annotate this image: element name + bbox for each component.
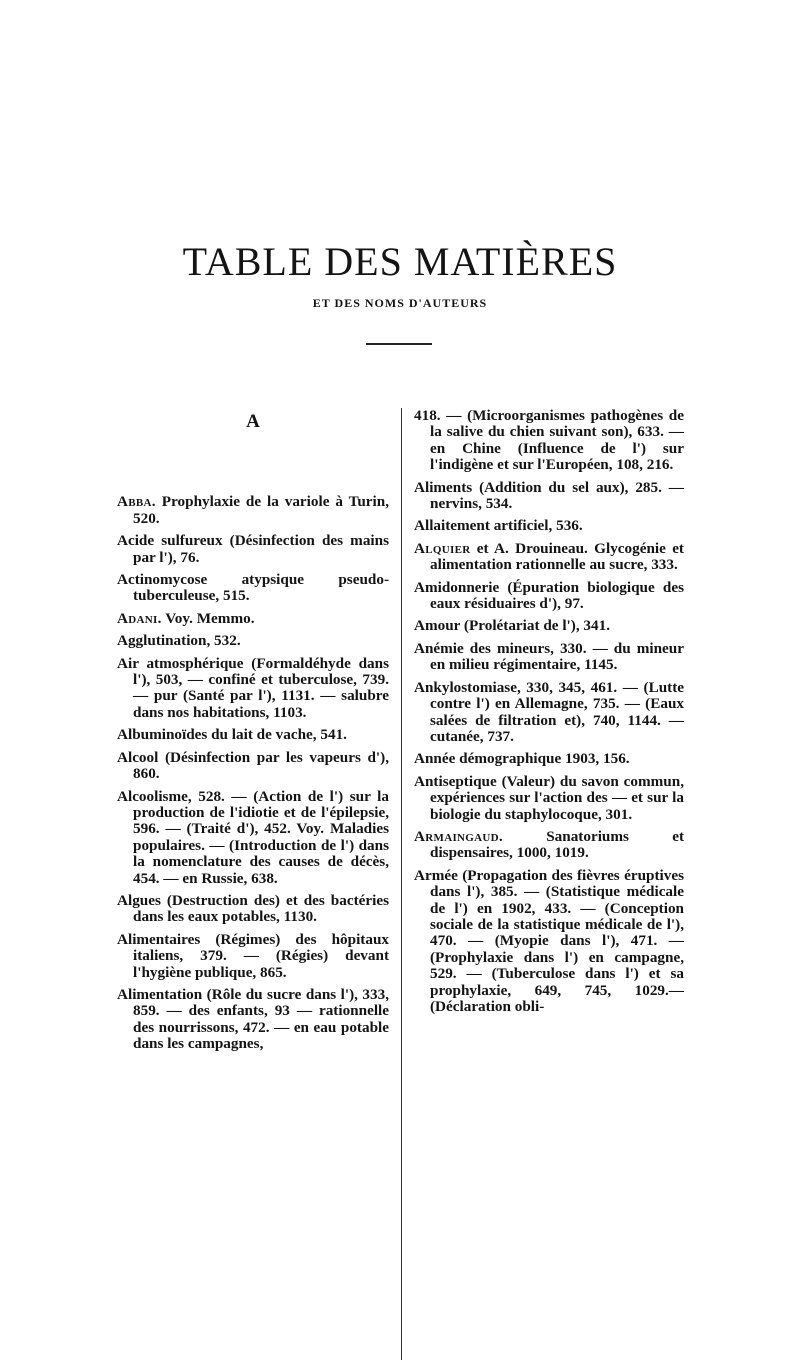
- column-divider: [401, 408, 402, 1360]
- index-entry: [414, 680, 684, 746]
- entry-text: Année démographique 1903, 156.: [414, 750, 630, 768]
- index-entry: [414, 480, 684, 513]
- entry-text: Prophylaxie de la variole à Turin, 520.: [133, 493, 389, 527]
- index-entry: [414, 580, 684, 613]
- entry-text: Armée (Propagation des fièvres éruptives dans l'), 385. — (Statistique médicale de l') en 1902, 433. — (Conception sociale de la statistique médicale de l'), 470. — (Myopie dans l'), 471. — (Prophylaxie dans l') en campagne, 529. — (Tuberculose dans l') et sa prophylaxie, 649, 745, 1029.— (Déclaration obli-: [414, 866, 684, 1015]
- index-entry: [117, 727, 389, 743]
- entry-text: Antiseptique (Valeur) du savon commun, expériences sur l'action des — et sur la biologie du staphylocoque, 301.: [414, 772, 684, 823]
- entry-text: Air atmosphérique (Formaldéhyde dans l'), 503, — confiné et tuberculose, 739. — pur (Santé par l'), 1131. — salubre dans nos habitations, 1103.: [117, 654, 389, 721]
- index-entry: [414, 518, 684, 534]
- index-entry: [414, 641, 684, 674]
- entry-text: Alcool (Désinfection par les vapeurs d'), 860.: [117, 748, 389, 783]
- left-column: [117, 408, 389, 1059]
- entry-author: Alquier: [414, 539, 471, 557]
- index-entry: [117, 893, 389, 926]
- entry-text: Voy. Memmo.: [161, 609, 255, 627]
- index-entry: [117, 789, 389, 887]
- page-subtitle: ET DES NOMS D'AUTEURS: [312, 296, 488, 310]
- index-entry: [117, 494, 389, 527]
- entry-text: Sanatoriums et dispensaires, 1000, 1019.: [430, 827, 684, 862]
- index-entry: [117, 533, 389, 566]
- right-column: [414, 408, 684, 1021]
- index-entry: [414, 868, 684, 1016]
- entry-text: Amidonnerie (Épuration biologique des eaux résiduaires d'), 97.: [414, 578, 684, 613]
- page-title: TABLE DES MATIÈRES: [182, 239, 618, 284]
- left-entries: [117, 494, 389, 1052]
- entry-text: Alimentaires (Régimes) des hôpitaux italiens, 379. — (Régies) devant l'hygiène publique, 865.: [117, 930, 389, 981]
- entry-author: Adani.: [117, 609, 162, 627]
- entry-text: Allaitement artificiel, 536.: [414, 517, 583, 535]
- entry-text: Agglutination, 532.: [117, 632, 241, 650]
- right-entries: [414, 408, 684, 1015]
- entry-text: Actinomycose atypsique pseudo-tuberculeuse, 515.: [117, 571, 389, 605]
- entry-text: Amour (Prolétariat de l'), 341.: [414, 617, 610, 635]
- entry-text: Alcoolisme, 528. — (Action de l') sur la production de l'idiotie et de l'épilepsie, 596. — (Traité d'), 452. Voy. Maladies populaires. — (Introduction de l') dans la nomenclature des causes de décès, 454. — en Russie, 638.: [117, 787, 389, 887]
- entry-text: Ankylostomiase, 330, 345, 461. — (Lutte contre l') en Allemagne, 735. — (Eaux salées de filtration et), 740, 1144. — cutanée, 737.: [414, 678, 684, 745]
- entry-text: 418. — (Microorganismes pathogènes de la salive du chien suivant son), 633. — en Chine (Influence de l') sur l'indigène et sur l'Européen, 108, 216.: [414, 407, 684, 474]
- entry-text: Albuminoïdes du lait de vache, 541.: [117, 726, 347, 744]
- entry-text: Alimentation (Rôle du sucre dans l'), 333, 859. — des enfants, 93 — rationnelle des nourrissons, 472. — en eau potable dans les campagnes,: [117, 985, 389, 1053]
- section-letter: A: [246, 411, 260, 432]
- index-entry: [414, 774, 684, 823]
- entry-text: et A. Drouineau. Glycogénie et alimentation rationnelle au sucre, 333.: [430, 539, 684, 574]
- index-entry: [414, 408, 684, 474]
- index-entry: [117, 572, 389, 605]
- index-entry: [117, 932, 389, 981]
- index-entry: [117, 611, 389, 627]
- entry-text: Algues (Destruction des) et des bactéries dans les eaux potables, 1130.: [117, 891, 389, 926]
- entry-text: Anémie des mineurs, 330. — du mineur en milieu régimentaire, 1145.: [414, 639, 684, 674]
- index-entry: [117, 656, 389, 722]
- index-entry: [117, 987, 389, 1053]
- index-entry: [414, 541, 684, 574]
- entry-text: Aliments (Addition du sel aux), 285. — nervins, 534.: [414, 478, 684, 513]
- entry-text: Acide sulfureux (Désinfection des mains par l'), 76.: [117, 532, 389, 566]
- entry-author: Abba.: [117, 493, 156, 511]
- index-entry: [117, 750, 389, 783]
- index-entry: [414, 618, 684, 634]
- entry-author: Armaingaud.: [414, 827, 503, 845]
- index-entry: [117, 633, 389, 649]
- index-entry: [414, 751, 684, 767]
- title-rule: [366, 343, 432, 345]
- index-entry: [414, 829, 684, 862]
